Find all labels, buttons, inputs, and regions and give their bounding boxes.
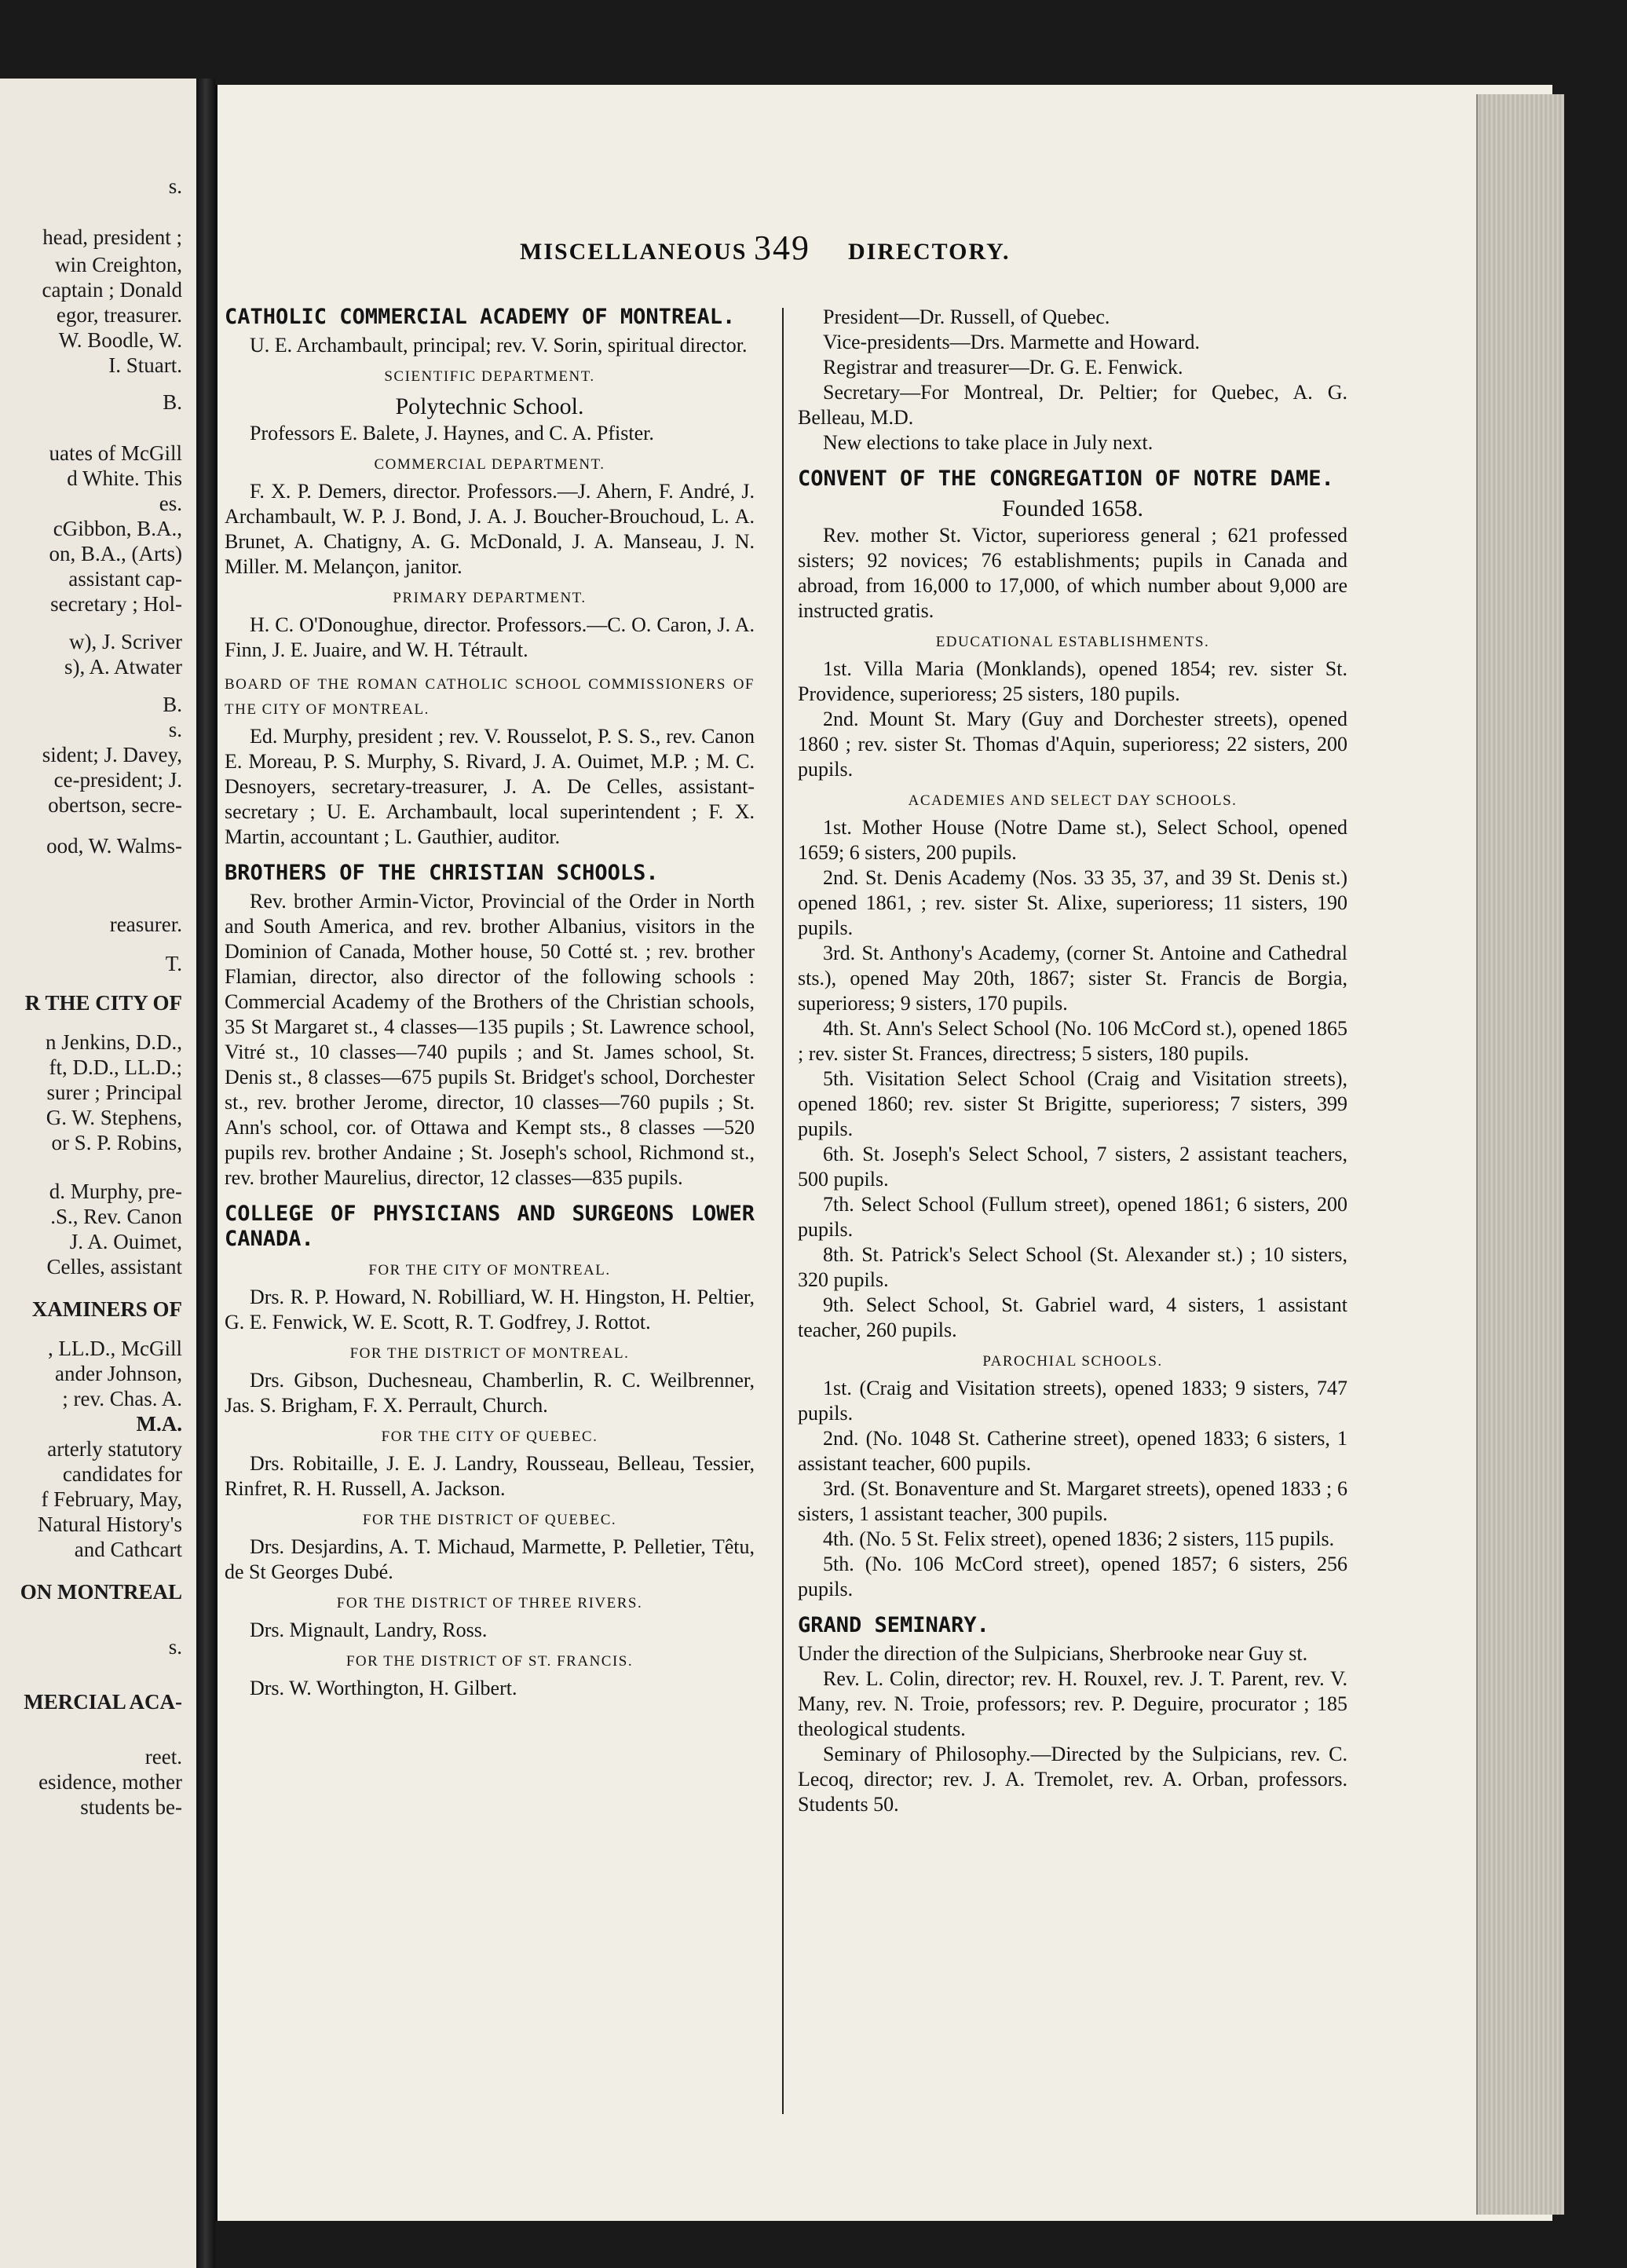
previous-page-line: obertson, secre- <box>48 793 182 817</box>
previous-page-line: and Cathcart <box>74 1538 182 1561</box>
brothers-title: BROTHERS OF THE CHRISTIAN SCHOOLS. <box>225 861 659 885</box>
previous-page-line: s. <box>168 1635 182 1659</box>
previous-page-line: head, president ; <box>42 225 182 249</box>
previous-page-line: B. <box>163 693 182 716</box>
previous-page-line: ander Johnson, <box>55 1362 182 1385</box>
previous-page-line: ; rev. Chas. A. <box>62 1387 182 1410</box>
college-group-head: FOR THE DISTRICT OF THREE RIVERS. <box>336 1595 643 1611</box>
previous-page-line: W. Boodle, W. <box>58 328 182 352</box>
previous-page-line: ce-president; J. <box>53 768 182 792</box>
previous-page-line: d White. This <box>67 466 182 490</box>
previous-page-line: reet. <box>144 1745 182 1769</box>
previous-page-line: captain ; Donald <box>42 278 182 302</box>
parochial-entry: 4th. (No. 5 St. Felix street), opened 1836; 2 sisters, 115 pupils. <box>823 1527 1335 1550</box>
academy-title: CATHOLIC COMMERCIAL ACADEMY OF MONTREAL. <box>225 305 736 329</box>
educational-head: EDUCATIONAL ESTABLISHMENTS. <box>935 634 1210 650</box>
previous-page-line: reasurer. <box>109 913 182 936</box>
academy-entry: 6th. St. Joseph's Select School, 7 sisters, 2 assistant teachers, 500 pupils. <box>798 1143 1347 1191</box>
running-head-right: DIRECTORY. <box>848 239 1011 265</box>
board-text: Ed. Murphy, president ; rev. V. Rousselot, P. S. S., rev. Canon E. Moreau, P. S. Murphy, S. Rivard, J. A. Ouimet, M.P. ; M. C. Desnoyers, secretary-treasurer, J. A. De Celles, assistant-secretary ; U. E. Archambault, local superintendent ; F. X. Martin, accountant ; L. Gauthier, auditor. <box>225 725 755 848</box>
previous-page-line: or S. P. Robins, <box>51 1131 182 1154</box>
academy-entry: 8th. St. Patrick's Select School (St. Alexander st.) ; 10 sisters, 320 pupils. <box>798 1243 1347 1291</box>
previous-page-line: sident; J. Davey, <box>42 743 182 766</box>
running-head-left: MISCELLANEOUS <box>520 239 748 265</box>
previous-page-line: secretary ; Hol- <box>50 592 182 616</box>
previous-page-line: G. W. Stephens, <box>46 1106 182 1129</box>
scientific-dept-head: SCIENTIFIC DEPARTMENT. <box>384 368 595 385</box>
parochial-entry: 1st. (Craig and Visitation streets), opened 1833; 9 sisters, 747 pupils. <box>798 1377 1347 1425</box>
previous-page-line: MERCIAL ACA- <box>24 1690 182 1714</box>
college-group-head: FOR THE CITY OF QUEBEC. <box>381 1428 598 1445</box>
college-officer: President—Dr. Russell, of Quebec. <box>823 305 1110 328</box>
running-head <box>314 228 1413 275</box>
convent-title: CONVENT OF THE CONGREGATION OF NOTRE DAME. <box>798 466 1334 491</box>
scientific-dept-text: Professors E. Balete, J. Haynes, and C. A. Pfister. <box>250 422 654 444</box>
previous-page-line: candidates for <box>62 1462 182 1486</box>
previous-page-line: egor, treasurer. <box>56 303 182 327</box>
academy-intro: U. E. Archambault, principal; rev. V. Sorin, spiritual director. <box>250 334 748 357</box>
previous-page-line: w), J. Scriver <box>69 630 182 653</box>
college-group-text: Drs. Robitaille, J. E. J. Landry, Rousseau, Belleau, Tessier, Rinfret, R. H. Russell, A. Jackson. <box>225 1452 755 1500</box>
primary-dept-text: H. C. O'Donoughue, director. Professors.—C. O. Caron, J. A. Finn, J. E. Juaire, and W. H. Tétrault. <box>225 613 755 661</box>
commercial-dept-head: COMMERCIAL DEPARTMENT. <box>374 456 605 473</box>
previous-page-line: ft, D.D., LL.D.; <box>49 1055 182 1079</box>
college-officer: Secretary—For Montreal, Dr. Peltier; for Quebec, A. G. Belleau, M.D. <box>798 381 1347 429</box>
previous-page-line: ON MONTREAL <box>20 1580 182 1604</box>
left-column <box>225 305 755 1701</box>
previous-page-line: XAMINERS OF <box>31 1297 182 1321</box>
previous-page-line: ood, W. Walms- <box>46 834 182 858</box>
previous-page-line: R THE CITY OF <box>24 991 182 1015</box>
seminary-direction: Under the direction of the Sulpicians, Sherbrooke near Guy st. <box>798 1642 1308 1665</box>
previous-page-line: .S., Rev. Canon <box>50 1205 182 1228</box>
college-group-head: FOR THE DISTRICT OF QUEBEC. <box>362 1512 617 1528</box>
previous-page-line: arterly statutory <box>47 1437 182 1461</box>
parochial-entry: 3rd. (St. Bonaventure and St. Margaret streets), opened 1833 ; 6 sisters, 1 assistant teacher, 300 pupils. <box>798 1477 1347 1525</box>
academy-entry: 2nd. St. Denis Academy (Nos. 33 35, 37, and 39 St. Denis st.) opened 1861, ; rev. sister St. Alixe, superioress; 11 sisters, 190 pupils. <box>798 866 1347 939</box>
page-number: 349 <box>754 229 810 267</box>
previous-page-line: I. Stuart. <box>108 353 182 377</box>
college-group-head: FOR THE CITY OF MONTREAL. <box>368 1262 611 1278</box>
previous-page-line: esidence, mother <box>38 1770 182 1794</box>
college-group-text: Drs. Desjardins, A. T. Michaud, Marmette, P. Pelletier, Têtu, de St Georges Dubé. <box>225 1535 755 1583</box>
previous-page-line: surer ; Principal <box>46 1081 182 1104</box>
college-officer: Vice-presidents—Drs. Marmette and Howard. <box>823 331 1201 353</box>
previous-page-line: B. <box>163 390 182 414</box>
academy-entry: 9th. Select School, St. Gabriel ward, 4 sisters, 1 assistant teacher, 260 pupils. <box>798 1293 1347 1341</box>
college-group-head: FOR THE DISTRICT OF ST. FRANCIS. <box>346 1653 634 1670</box>
previous-page-line: students be- <box>80 1795 182 1819</box>
academies-head: ACADEMIES AND SELECT DAY SCHOOLS. <box>908 792 1238 809</box>
previous-page-line: Natural History's <box>37 1513 182 1536</box>
board-head: BOARD OF THE ROMAN CATHOLIC SCHOOL COMMISSIONERS OF THE CITY OF MONTREAL. <box>225 676 755 718</box>
previous-page-line: on, B.A., (Arts) <box>49 542 182 565</box>
college-group-text: Drs. Gibson, Duchesneau, Chamberlin, R. C. Weilbrenner, Jas. S. Brigham, F. X. Perrault, Church. <box>225 1369 755 1417</box>
previous-page-fragment <box>0 79 196 2268</box>
commercial-dept-text: F. X. P. Demers, director. Professors.—J. Ahern, F. André, J. Archambault, W. P. J. Bond, J. A. J. Boucher-Brouchoud, L. A. Brunet, A. Chatigny, A. G. McDonald, J. A. Manseau, J. N. Miller. M. Melançon, janitor. <box>225 480 755 578</box>
seminary-title: GRAND SEMINARY. <box>798 1613 989 1637</box>
previous-page-line: cGibbon, B.A., <box>53 517 182 540</box>
previous-page-line: , LL.D., McGill <box>48 1337 182 1360</box>
previous-page-line: Celles, assistant <box>46 1255 182 1278</box>
parochial-entry: 5th. (No. 106 McCord street), opened 1857; 6 sisters, 256 pupils. <box>798 1553 1347 1600</box>
polytechnic-school: Polytechnic School. <box>395 393 584 419</box>
previous-page-line: M.A. <box>136 1412 182 1436</box>
previous-page-line: uates of McGill <box>49 441 182 465</box>
previous-page-line: win Creighton, <box>55 253 182 276</box>
previous-page-line: es. <box>159 492 182 515</box>
college-group-text: Drs. W. Worthington, H. Gilbert. <box>250 1677 517 1699</box>
academy-entry: 7th. Select School (Fullum street), opened 1861; 6 sisters, 200 pupils. <box>798 1193 1347 1241</box>
academy-entry: 5th. Visitation Select School (Craig and Visitation streets), opened 1860; rev. sister St Brigitte, superioress; 7 sisters, 399 pupils. <box>798 1067 1347 1140</box>
college-group-text: Drs. Mignault, Landry, Ross. <box>250 1619 488 1641</box>
convent-founded: Founded 1658. <box>1002 496 1143 521</box>
parochial-head: PAROCHIAL SCHOOLS. <box>982 1353 1163 1370</box>
college-title: COLLEGE OF PHYSICIANS AND SURGEONS LOWER CANADA. <box>225 1202 755 1251</box>
college-group-text: Drs. R. P. Howard, N. Robilliard, W. H. Hingston, H. Peltier, G. E. Fenwick, W. E. Scott, R. T. Godfrey, J. Rottot. <box>225 1286 755 1333</box>
page-stack-edge <box>1476 94 1564 2215</box>
book-gutter <box>196 79 215 2268</box>
college-officer: New elections to take place in July next. <box>823 431 1154 454</box>
academy-entry: 1st. Mother House (Notre Dame st.), Select School, opened 1659; 6 sisters, 200 pupils. <box>798 816 1347 864</box>
college-officer: Registrar and treasurer—Dr. G. E. Fenwick. <box>823 356 1183 379</box>
academy-entry: 3rd. St. Anthony's Academy, (corner St. Antoine and Cathedral sts.), opened May 20th, 1867; sister St. Francis de Borgia, superioress; 9 sisters, 170 pupils. <box>798 942 1347 1015</box>
right-column <box>798 305 1347 1817</box>
previous-page-line: f February, May, <box>41 1487 182 1511</box>
brothers-text: Rev. brother Armin-Victor, Provincial of the Order in North and South America, and rev. brother Albanius, visitors in the Dominion of Canada, Mother house, 50 Cotté st. ; rev. brother Flamian, director, also director of the following schools : Commercial Academy of the Brothers of the Christian schools, 35 St Margaret st., 4 classes—135 pupils ; St. Lawrence school, Vitré st., 10 classes—740 pupils ; and St. James school, St. Denis st., 8 classes—675 pupils St. Bridget's school, Dorchester st., rev. brother Jerome, director, 10 classes—760 pupils ; St. Ann's school, cor. of Ottawa and Kempt sts., 8 classes —520 pupils rev. brother Andaine ; St. Joseph's school, Richmond st., rev. brother Maurelius, director, 12 classes—835 pupils. <box>225 890 755 1189</box>
seminary-staff: Rev. L. Colin, director; rev. H. Rouxel, rev. J. T. Parent, rev. V. Many, rev. N. Troie, professors; rev. P. Deguire, procurator ; 185 theological students. <box>798 1667 1347 1740</box>
previous-page-line: n Jenkins, D.D., <box>46 1030 182 1054</box>
previous-page-line: d. Murphy, pre- <box>49 1180 182 1203</box>
educational-entry: 1st. Villa Maria (Monklands), opened 1854; rev. sister St. Providence, superioress; 25 sisters, 180 pupils. <box>798 657 1347 705</box>
previous-page-line: s. <box>168 718 182 741</box>
convent-intro: Rev. mother St. Victor, superioress general ; 621 professed sisters; 92 novices; 76 establishments; pupils in Canada and abroad, from 16,000 to 17,000, of which number about 9,000 are instructed gratis. <box>798 524 1347 622</box>
educational-entry: 2nd. Mount St. Mary (Guy and Dorchester streets), opened 1860 ; rev. sister St. Thomas d'Aquin, superioress; 22 sisters, 200 pupils. <box>798 708 1347 781</box>
previous-page-line: s. <box>168 174 182 198</box>
previous-page-line: s), A. Atwater <box>64 655 182 679</box>
column-rule <box>782 308 784 2114</box>
parochial-entry: 2nd. (No. 1048 St. Catherine street), opened 1833; 6 sisters, 1 assistant teacher, 600 pupils. <box>798 1427 1347 1475</box>
previous-page-line: assistant cap- <box>68 567 182 591</box>
previous-page-line: T. <box>165 952 182 975</box>
previous-page-line: J. A. Ouimet, <box>69 1230 182 1253</box>
college-group-head: FOR THE DISTRICT OF MONTREAL. <box>349 1345 630 1362</box>
seminary-philosophy: Seminary of Philosophy.—Directed by the Sulpicians, rev. C. Lecoq, director; rev. J. A. Tremolet, rev. A. Orban, professors. Students 50. <box>798 1743 1347 1816</box>
primary-dept-head: PRIMARY DEPARTMENT. <box>393 590 587 606</box>
academy-entry: 4th. St. Ann's Select School (No. 106 McCord st.), opened 1865 ; rev. sister St. Frances, directress; 5 sisters, 180 pupils. <box>798 1017 1347 1065</box>
